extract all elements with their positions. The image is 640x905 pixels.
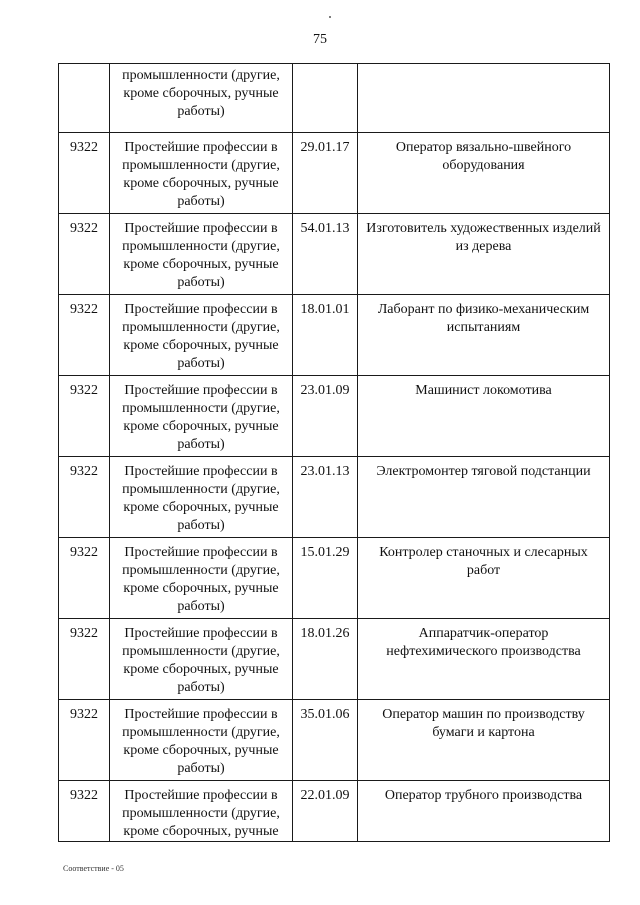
code-cell: 9322	[59, 295, 110, 376]
code-cell: 9322	[59, 700, 110, 781]
profession-cell: Изготовитель художественных изделий из дерева	[358, 214, 610, 295]
table-row	[59, 457, 610, 538]
name-cell: Простейшие профессии в промышленности (другие, кроме сборочных, ручные работы)	[110, 538, 293, 619]
name-cell: Простейшие профессии в промышленности (другие, кроме сборочных, ручные работы)	[110, 376, 293, 457]
name-cell: Простейшие профессии в промышленности (другие, кроме сборочных, ручные работы)	[110, 133, 293, 214]
name-cell: Простейшие профессии в промышленности (другие, кроме сборочных, ручные работы)	[110, 214, 293, 295]
profession-cell: Оператор вязально-швейного оборудования	[358, 133, 610, 214]
scan-dot	[329, 16, 331, 18]
professions-table	[58, 63, 610, 842]
name-cell: Простейшие профессии в промышленности (другие, кроме сборочных, ручные работы)	[110, 295, 293, 376]
code-cell: 9322	[59, 133, 110, 214]
ref-cell	[293, 64, 358, 133]
name-cell: Простейшие профессии в промышленности (другие, кроме сборочных, ручные работы)	[110, 457, 293, 538]
code-cell: 9322	[59, 619, 110, 700]
table-row	[59, 538, 610, 619]
ref-cell: 18.01.26	[293, 619, 358, 700]
ref-cell: 54.01.13	[293, 214, 358, 295]
code-cell	[59, 64, 110, 133]
ref-cell: 35.01.06	[293, 700, 358, 781]
name-cell: Простейшие профессии в промышленности (другие, кроме сборочных, ручные работы)	[110, 700, 293, 781]
table-row	[59, 619, 610, 700]
ref-cell: 15.01.29	[293, 538, 358, 619]
table-row	[59, 133, 610, 214]
profession-cell: Электромонтер тяговой подстанции	[358, 457, 610, 538]
footer-text: Соответствие - 05	[63, 864, 124, 873]
table-row	[59, 700, 610, 781]
code-cell: 9322	[59, 781, 110, 842]
table-row	[59, 64, 610, 133]
table-row	[59, 781, 610, 842]
ref-cell: 29.01.17	[293, 133, 358, 214]
profession-cell	[358, 64, 610, 133]
profession-cell: Аппаратчик-оператор нефтехимического производства	[358, 619, 610, 700]
code-cell: 9322	[59, 376, 110, 457]
table-row	[59, 295, 610, 376]
name-cell: Простейшие профессии в промышленности (другие, кроме сборочных, ручные	[110, 781, 293, 842]
profession-cell: Машинист локомотива	[358, 376, 610, 457]
table-row	[59, 376, 610, 457]
profession-cell: Оператор трубного производства	[358, 781, 610, 842]
profession-cell: Лаборант по физико-механическим испытаниям	[358, 295, 610, 376]
name-cell: Простейшие профессии в промышленности (другие, кроме сборочных, ручные работы)	[110, 619, 293, 700]
ref-cell: 22.01.09	[293, 781, 358, 842]
profession-cell: Контролер станочных и слесарных работ	[358, 538, 610, 619]
ref-cell: 23.01.13	[293, 457, 358, 538]
name-cell: промышленности (другие, кроме сборочных, ручные работы)	[110, 64, 293, 133]
page-number: 75	[313, 32, 327, 47]
code-cell: 9322	[59, 538, 110, 619]
ref-cell: 23.01.09	[293, 376, 358, 457]
code-cell: 9322	[59, 457, 110, 538]
profession-cell: Оператор машин по производству бумаги и картона	[358, 700, 610, 781]
code-cell: 9322	[59, 214, 110, 295]
ref-cell: 18.01.01	[293, 295, 358, 376]
table-row	[59, 214, 610, 295]
